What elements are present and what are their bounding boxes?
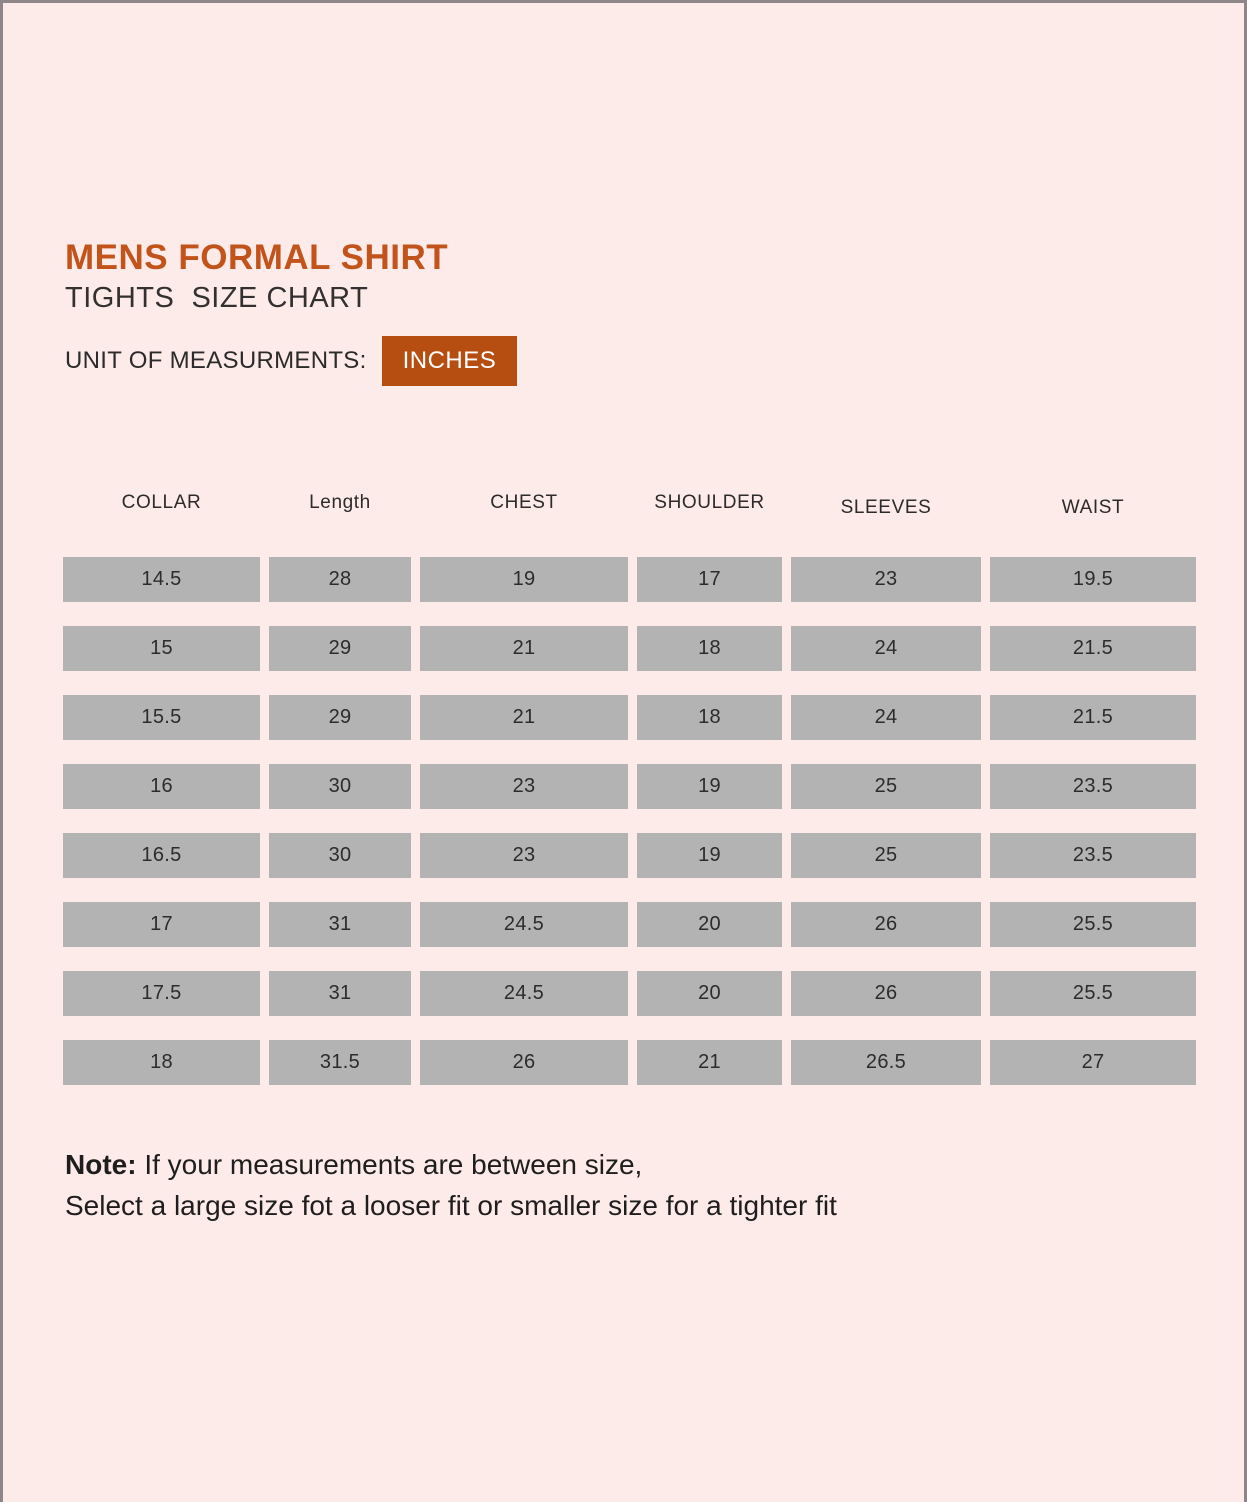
column-header-waist: WAIST [1061,497,1125,518]
table-header-row [63,492,1196,518]
size-cell: 27 [990,1040,1196,1085]
size-table [63,492,1196,1109]
size-cell: 19.5 [990,557,1196,602]
note-text-line2: Select a large size fot a looser fit or smaller size for a tighter fit [65,1190,837,1221]
size-cell: 23.5 [990,833,1196,878]
table-row [63,902,1196,947]
size-cell: 14.5 [63,557,260,602]
size-cell: 18 [637,626,782,671]
size-cell: 24.5 [420,902,628,947]
table-row [63,833,1196,878]
size-cell: 25 [791,833,981,878]
size-cell: 25.5 [990,971,1196,1016]
column-header-sleeves: SLEEVES [840,497,932,518]
size-cell: 26 [420,1040,628,1085]
note-line-1 [65,1144,837,1185]
size-cell: 18 [637,695,782,740]
size-cell: 26 [791,971,981,1016]
size-cell: 21 [420,626,628,671]
note-text-line1: If your measurements are between size, [136,1149,643,1180]
column-header-shoulder: SHOULDER [654,492,765,513]
note [65,1144,837,1226]
size-cell: 31.5 [269,1040,411,1085]
size-cell: 24 [791,695,981,740]
size-cell: 20 [637,902,782,947]
size-cell: 21 [637,1040,782,1085]
size-cell: 23 [791,557,981,602]
table-row [63,1040,1196,1085]
size-cell: 31 [269,971,411,1016]
size-cell: 19 [637,833,782,878]
page-subtitle: TIGHTS SIZE CHART [65,281,369,314]
size-cell: 24 [791,626,981,671]
size-cell: 29 [269,626,411,671]
size-cell: 17.5 [63,971,260,1016]
table-row [63,557,1196,602]
size-cell: 19 [420,557,628,602]
size-cell: 17 [63,902,260,947]
size-cell: 31 [269,902,411,947]
size-cell: 17 [637,557,782,602]
column-header-collar: COLLAR [121,492,202,513]
size-cell: 15.5 [63,695,260,740]
table-row [63,971,1196,1016]
header [65,239,517,386]
size-cell: 16.5 [63,833,260,878]
size-cell: 30 [269,833,411,878]
size-cell: 15 [63,626,260,671]
size-cell: 16 [63,764,260,809]
size-cell: 29 [269,695,411,740]
size-cell: 26.5 [791,1040,981,1085]
table-row [63,626,1196,671]
table-row [63,764,1196,809]
column-header-chest: CHEST [490,492,558,513]
size-cell: 24.5 [420,971,628,1016]
table-row [63,695,1196,740]
note-label: Note: [65,1149,137,1180]
size-cell: 25.5 [990,902,1196,947]
unit-badge: INCHES [382,336,518,386]
page-title: MENS FORMAL SHIRT [65,238,449,277]
size-cell: 25 [791,764,981,809]
size-cell: 20 [637,971,782,1016]
size-cell: 26 [791,902,981,947]
column-header-length: Length [309,492,371,513]
size-cell: 23.5 [990,764,1196,809]
size-cell: 28 [269,557,411,602]
size-cell: 21.5 [990,695,1196,740]
unit-label: UNIT OF MEASURMENTS: [65,346,367,374]
size-cell: 23 [420,833,628,878]
size-cell: 21.5 [990,626,1196,671]
size-cell: 30 [269,764,411,809]
size-cell: 21 [420,695,628,740]
size-cell: 19 [637,764,782,809]
size-cell: 23 [420,764,628,809]
size-cell: 18 [63,1040,260,1085]
unit-row [65,336,517,386]
